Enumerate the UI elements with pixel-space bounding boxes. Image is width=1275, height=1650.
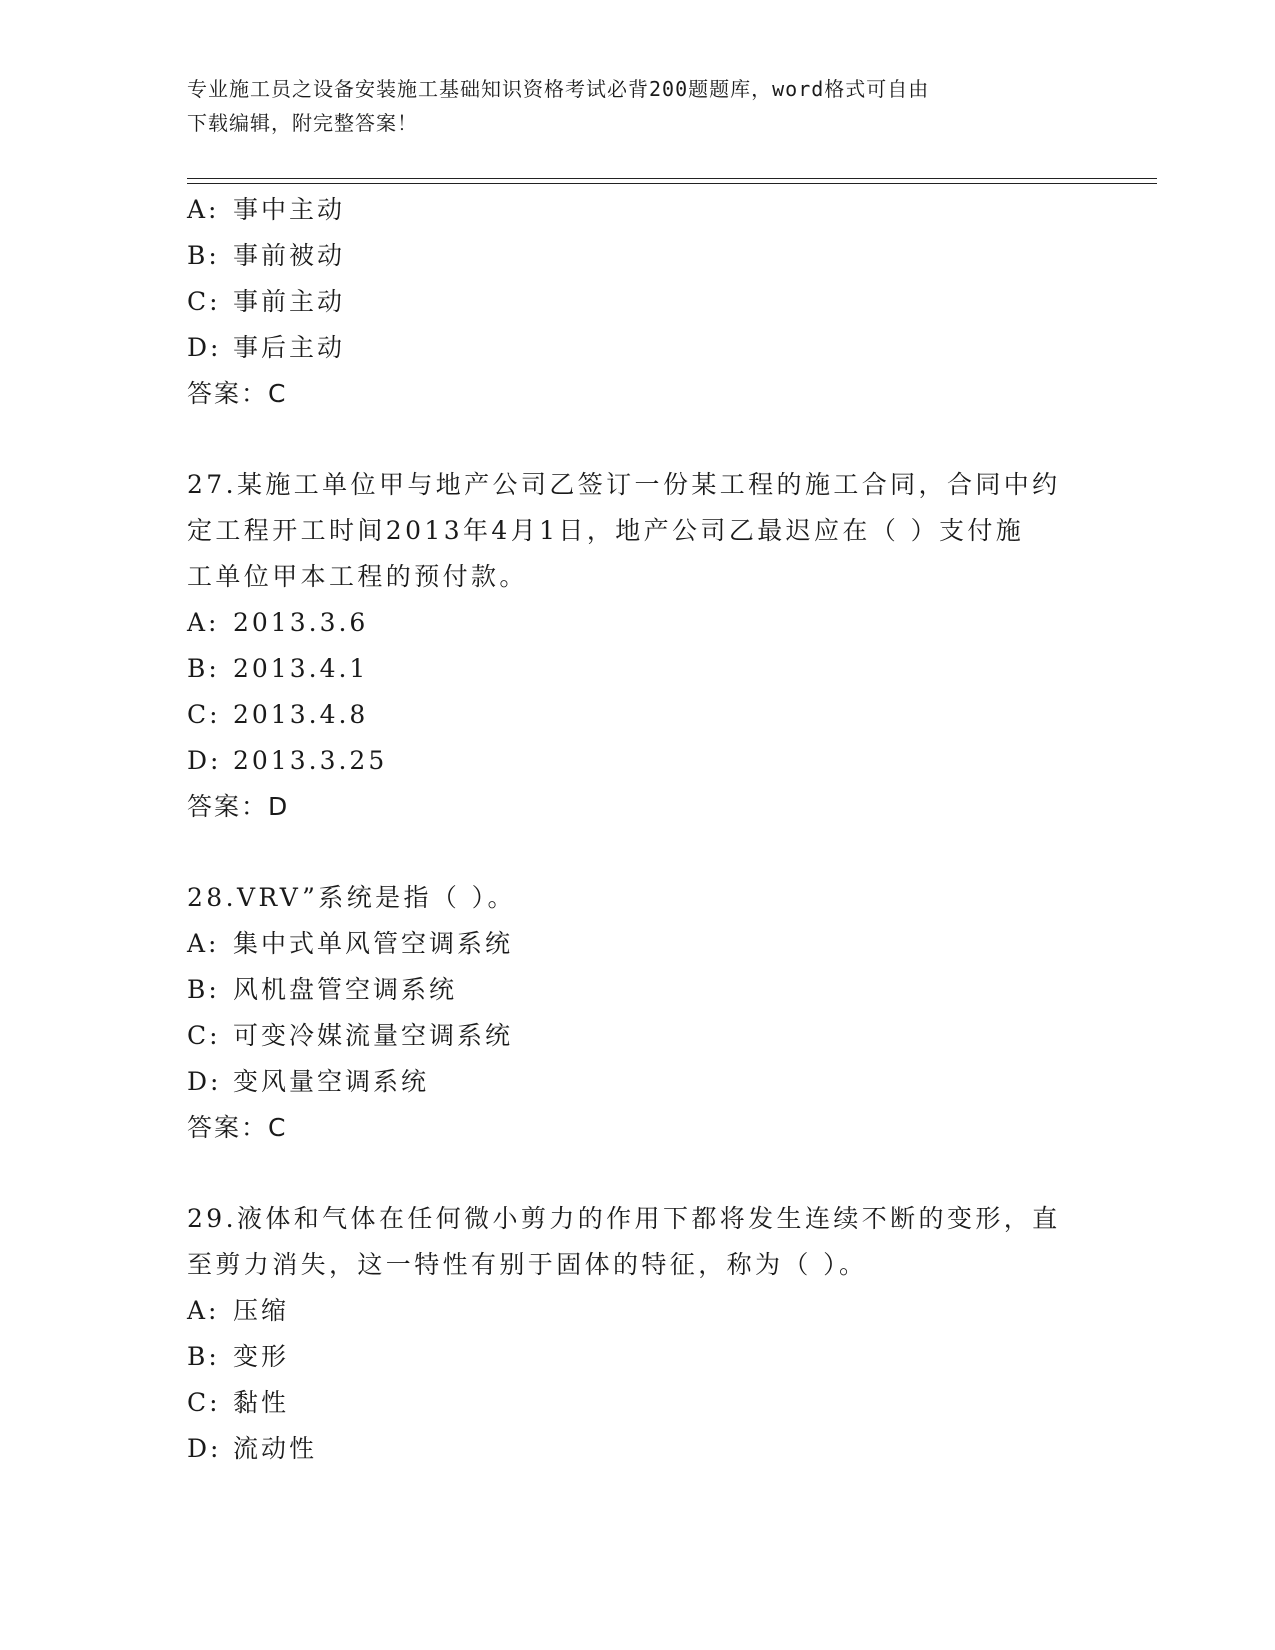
- question-text: [187, 462, 1087, 600]
- option-b: [187, 646, 1087, 692]
- option-letter: D:: [187, 1434, 222, 1463]
- option-c: [187, 692, 1087, 738]
- option-text: 事后主动: [233, 333, 346, 362]
- option-text: 2013.4.8: [233, 700, 369, 729]
- question-line: 至剪力消失，这一特性有别于固体的特征，称为（ ）。: [187, 1250, 868, 1279]
- option-text: 集中式单风管空调系统: [233, 929, 514, 958]
- option-letter: A:: [187, 195, 220, 224]
- option-text: 2013.3.6: [233, 608, 369, 637]
- option-text: 事中主动: [233, 195, 346, 224]
- option-c: [187, 1380, 1087, 1426]
- option-text: 风机盘管空调系统: [233, 975, 458, 1004]
- option-letter: B:: [187, 975, 220, 1004]
- option-letter: C:: [187, 700, 221, 729]
- option-text: 黏性: [233, 1388, 290, 1417]
- option-letter: A:: [187, 1296, 220, 1325]
- question-29: [187, 1196, 1087, 1472]
- option-letter: B:: [187, 241, 220, 270]
- option-c: [187, 279, 1087, 325]
- header-divider-top: [187, 178, 1157, 179]
- question-line: 定工程开工时间2013年4月1日，地产公司乙最迟应在（ ）支付施: [187, 516, 1025, 545]
- question-28: [187, 875, 1087, 1151]
- option-a: [187, 1288, 1087, 1334]
- option-letter: C:: [187, 1388, 221, 1417]
- option-letter: D:: [187, 333, 222, 362]
- option-text: 流动性: [233, 1434, 318, 1463]
- document-header: [187, 72, 1067, 140]
- question-line: 29.液体和气体在任何微小剪力的作用下都将发生连续不断的变形，直: [187, 1204, 1061, 1233]
- option-b: [187, 1334, 1087, 1380]
- option-text: 2013.4.1: [233, 654, 369, 683]
- option-letter: C:: [187, 287, 221, 316]
- option-text: 事前主动: [233, 287, 346, 316]
- option-letter: B:: [187, 654, 220, 683]
- option-a: [187, 600, 1087, 646]
- option-d: [187, 1426, 1087, 1472]
- option-d: [187, 738, 1087, 784]
- spacer: [187, 1151, 1087, 1196]
- option-letter: D:: [187, 746, 222, 775]
- option-letter: C:: [187, 1021, 221, 1050]
- option-letter: B:: [187, 1342, 220, 1371]
- question-text: [187, 1196, 1087, 1288]
- option-d: [187, 325, 1087, 371]
- option-text: 变形: [233, 1342, 290, 1371]
- question-27: [187, 462, 1087, 830]
- option-letter: A:: [187, 929, 220, 958]
- option-letter: A:: [187, 608, 220, 637]
- option-text: 2013.3.25: [233, 746, 388, 775]
- option-b: [187, 967, 1087, 1013]
- question-line: 工单位甲本工程的预付款。: [187, 562, 528, 591]
- question-line: 27.某施工单位甲与地产公司乙签订一份某工程的施工合同，合同中约: [187, 470, 1061, 499]
- option-text: 压缩: [233, 1296, 290, 1325]
- header-divider-bottom: [187, 183, 1157, 184]
- option-text: 变风量空调系统: [233, 1067, 430, 1096]
- answer-line: 答案：D: [187, 792, 290, 821]
- option-a: [187, 921, 1087, 967]
- question-26-continued: [187, 187, 1087, 417]
- option-d: [187, 1059, 1087, 1105]
- option-text: 可变冷媒流量空调系统: [233, 1021, 514, 1050]
- header-line-2: 下载编辑，附完整答案！: [187, 111, 418, 135]
- option-a: [187, 187, 1087, 233]
- spacer: [187, 417, 1087, 462]
- spacer: [187, 830, 1087, 875]
- question-line: 28.VRV”系统是指（ ）。: [187, 883, 516, 912]
- header-line-1: 专业施工员之设备安装施工基础知识资格考试必背200题题库，word格式可自由: [187, 77, 930, 101]
- question-text: [187, 875, 1087, 921]
- answer-line: 答案：C: [187, 379, 288, 408]
- question-list: [187, 187, 1087, 1472]
- option-letter: D:: [187, 1067, 222, 1096]
- option-b: [187, 233, 1087, 279]
- option-text: 事前被动: [233, 241, 346, 270]
- option-c: [187, 1013, 1087, 1059]
- answer-line: 答案：C: [187, 1113, 288, 1142]
